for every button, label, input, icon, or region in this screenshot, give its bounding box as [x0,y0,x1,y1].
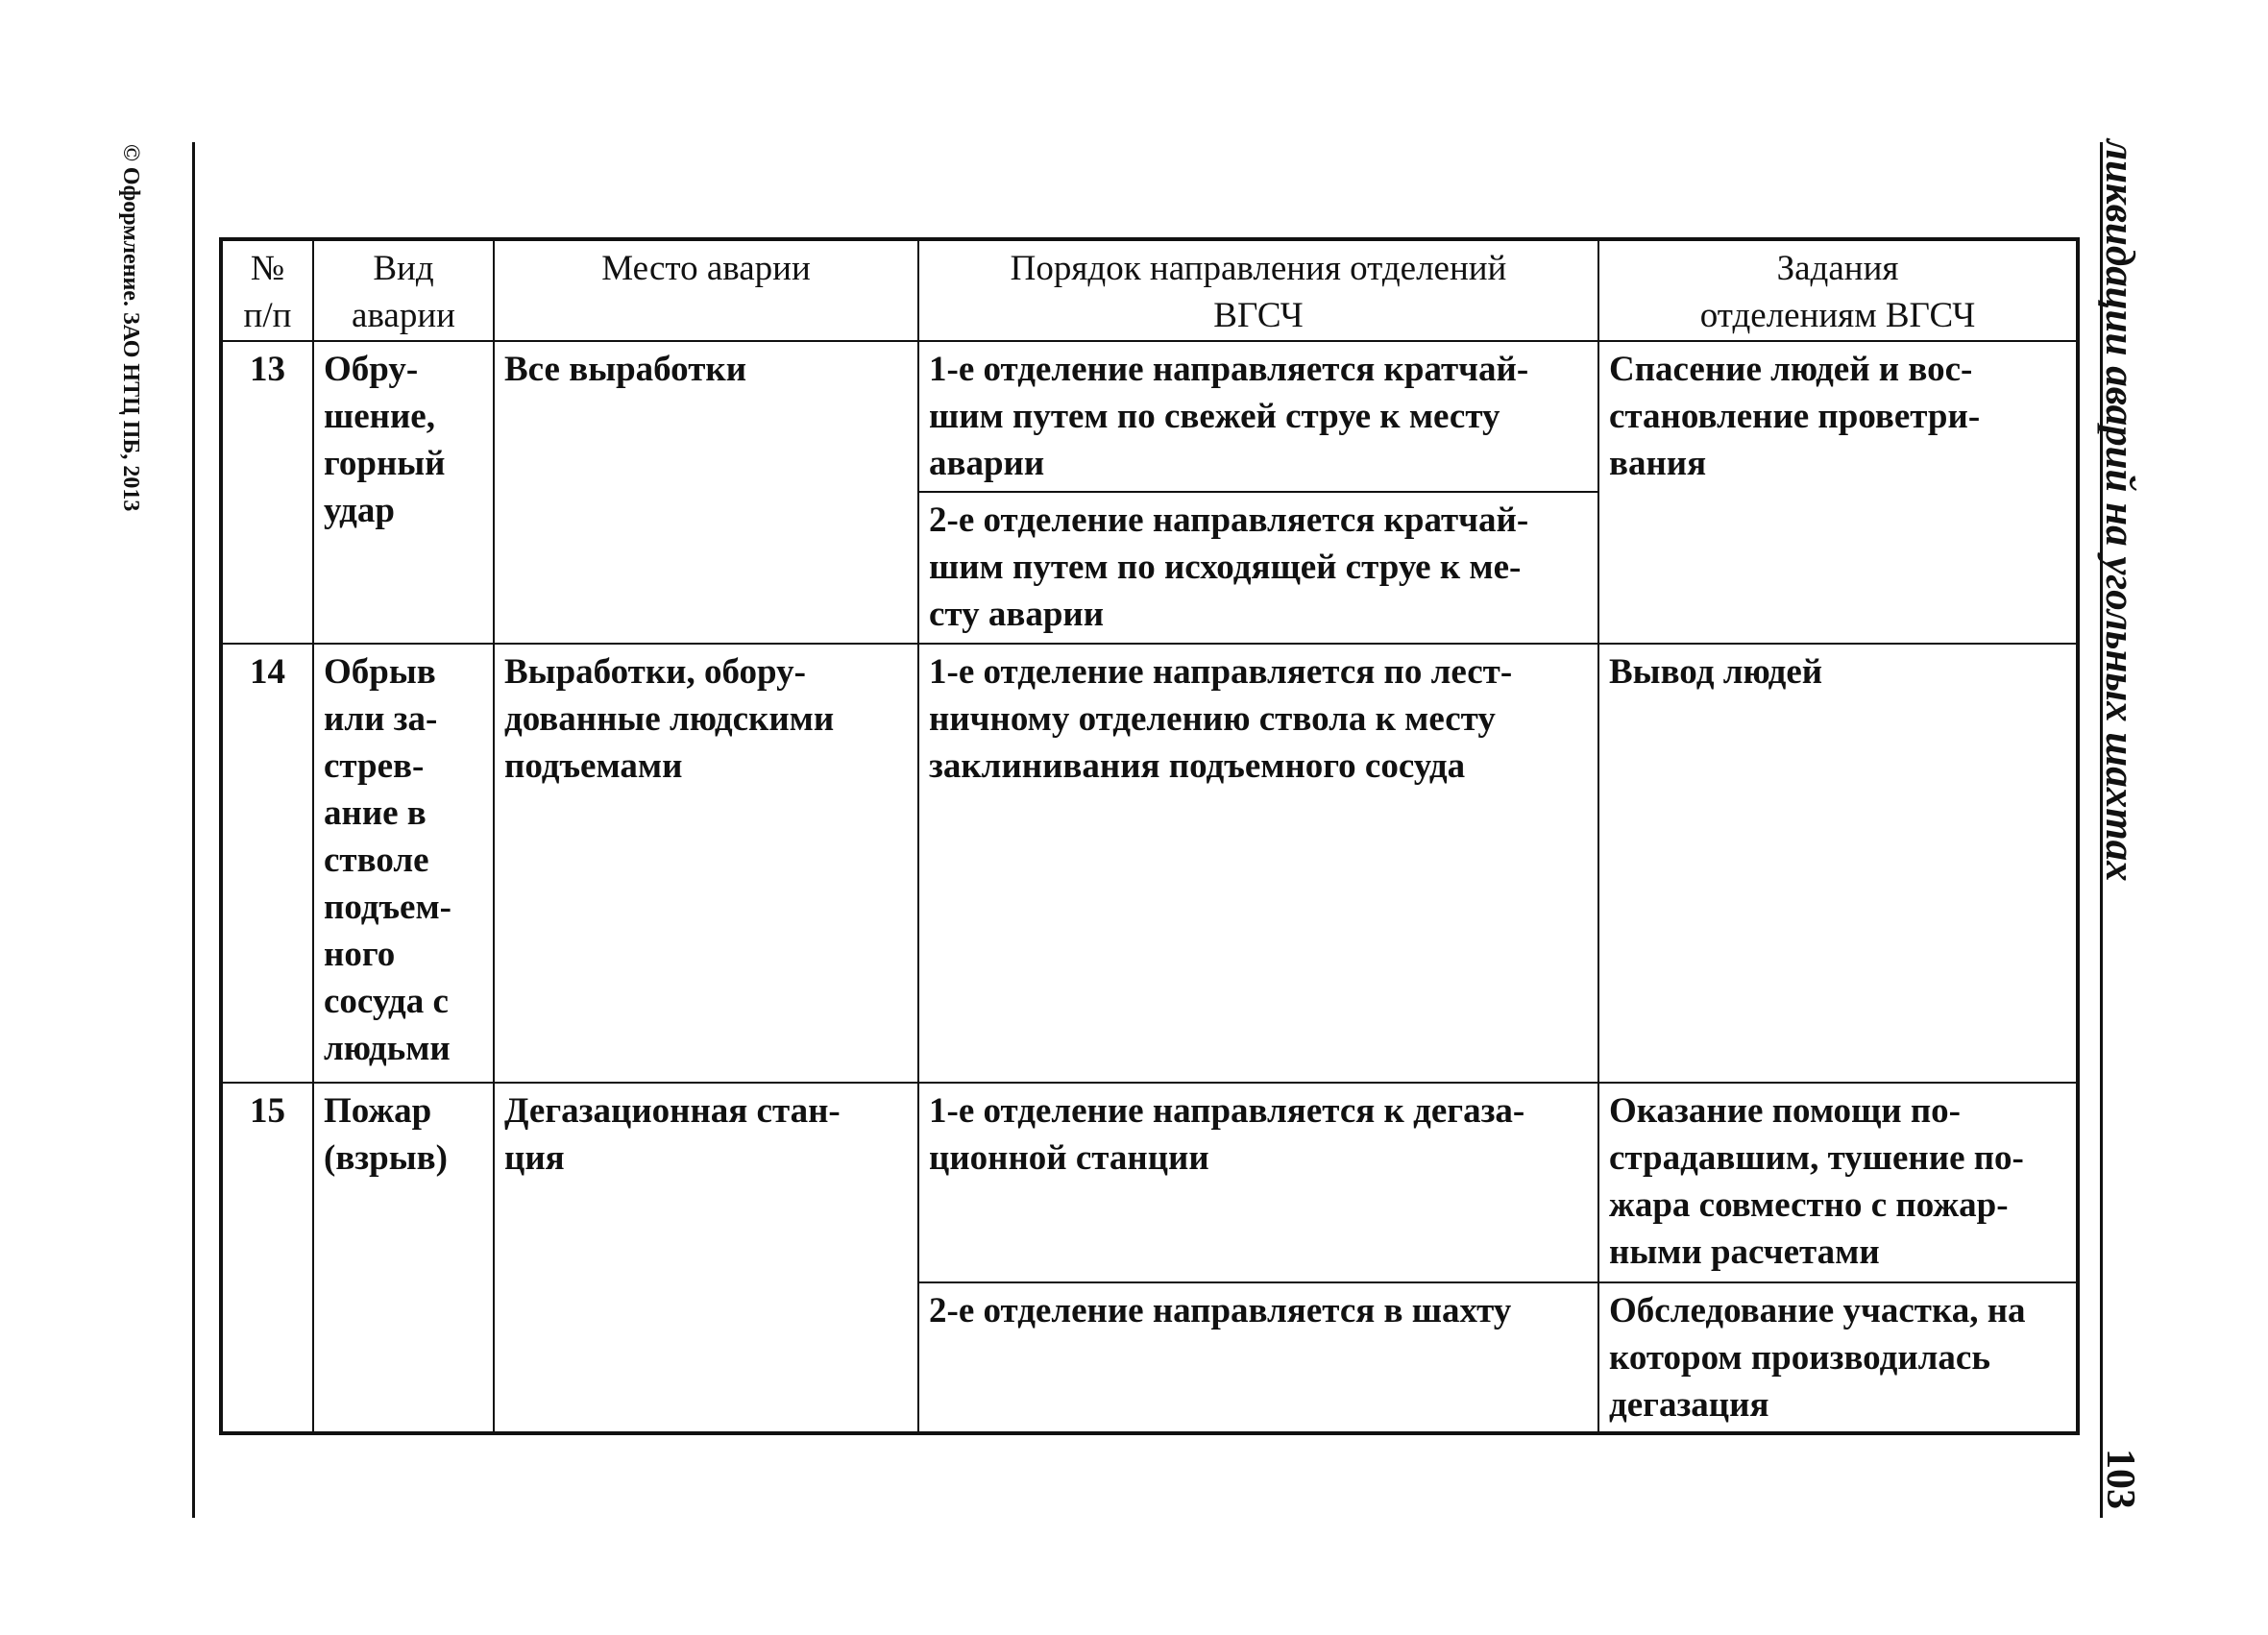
page-number: 103 [2098,1449,2142,1509]
dispatch-order-cell: 1-е отделение направляется по лест- ничному отделению ствола к месту заклинивания подъемного сосуда [918,644,1598,1084]
row-number: 14 [221,644,313,1084]
task-cell: Спасение людей и вос- становление проветри- вания [1598,341,2078,644]
accident-place-cell: Выработки, обору- дованные людскими подъемами [494,644,918,1084]
task-cell: Вывод людей [1598,644,2078,1084]
dispatch-order-cell: 1-е отделение направляется кратчай- шим путем по свежей струе к месту аварии [918,341,1598,492]
accident-type-cell: Пожар (взрыв) [313,1083,494,1433]
header-number: № п/п [221,239,313,341]
accident-place-cell: Все выработки [494,341,918,644]
dispatch-order-cell: 1-е отделение направляется к дегаза- ционной станции [918,1083,1598,1281]
table-header-row [221,239,2078,341]
dispatch-order-cell: 2-е отделение направляется кратчай- шим путем по исходящей струе к ме- сту аварии [918,492,1598,643]
task-cell: Оказание помощи по- страдавшим, тушение по- жара совместно с пожар- ными расчетами [1598,1083,2078,1281]
task-cell: Обследование участка, на котором производилась дегазация [1598,1282,2078,1433]
header-accident-type: Вид аварии [313,239,494,341]
row-number: 13 [221,341,313,644]
row-number: 15 [221,1083,313,1433]
header-accident-place: Место аварии [494,239,918,341]
header-dispatch-order: Порядок направления отделений ВГСЧ [918,239,1598,341]
running-title: ликвидации аварий на угольных шахтах [2097,139,2142,882]
accident-type-cell: Обрыв или за- стрев- ание в стволе подъем- ного сосуда с людьми [313,644,494,1084]
accident-place-cell: Дегазационная стан- ция [494,1083,918,1433]
table-row [221,1083,2078,1281]
table-row [221,341,2078,492]
copyright-note: © Оформление. ЗАО НТЦ ПБ, 2013 [118,144,143,512]
left-margin-rule [192,142,195,1518]
table-row [221,644,2078,1084]
dispatch-order-cell: 2-е отделение направляется в шахту [918,1282,1598,1433]
rescue-orders-table [219,237,2080,1435]
header-tasks: Задания отделениям ВГСЧ [1598,239,2078,341]
accident-type-cell: Обру- шение, горный удар [313,341,494,644]
